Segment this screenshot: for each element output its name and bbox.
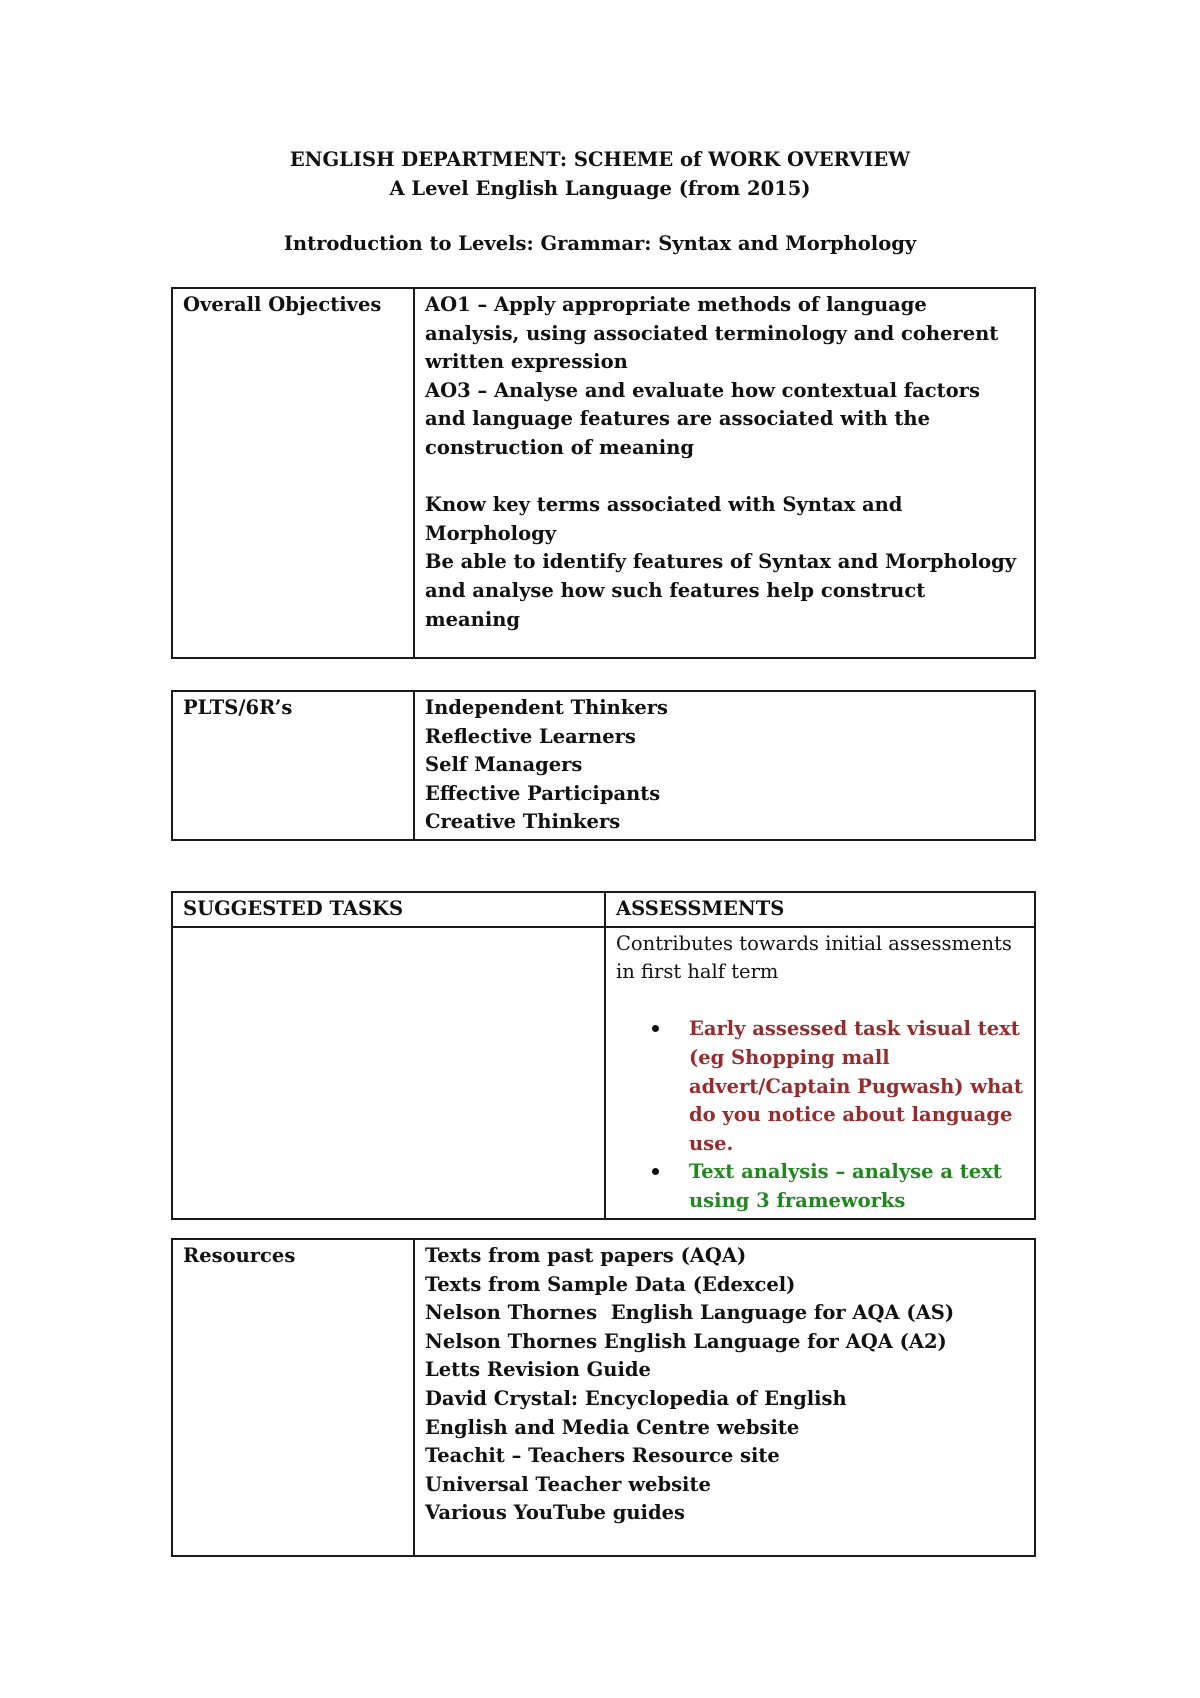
resources-label: Resources — [172, 1239, 414, 1556]
assessment-item-text-analysis — [616, 1158, 1024, 1215]
objective-know-terms: Know key terms associated with Syntax and Morphology — [425, 493, 903, 545]
objectives-label: Overall Objectives — [172, 288, 414, 658]
bullet-icon — [652, 1025, 659, 1032]
suggested-tasks-header: SUGGESTED TASKS — [172, 892, 605, 927]
resource-item: Nelson Thornes English Language for AQA (A2) — [425, 1329, 947, 1353]
plts-item: Reflective Learners — [425, 724, 636, 748]
suggested-tasks-cell — [172, 927, 605, 1219]
objectives-content — [414, 288, 1035, 658]
plts-item: Independent Thinkers — [425, 696, 669, 719]
resource-item: Nelson Thornes English Language for AQA (AS) — [425, 1301, 955, 1325]
spacer — [616, 987, 1024, 1016]
resources-table — [171, 1238, 1036, 1557]
plts-item: Creative Thinkers — [425, 810, 621, 834]
assessment-item-visual-text — [616, 1015, 1024, 1158]
assessments-header: ASSESSMENTS — [605, 892, 1035, 927]
resource-item: Various YouTube guides — [425, 1501, 685, 1525]
plts-content — [414, 691, 1035, 840]
document-subtitle: A Level English Language (from 2015) — [389, 177, 811, 200]
plts-item: Effective Participants — [425, 781, 661, 805]
plts-item: Self Managers — [425, 753, 583, 777]
resource-item: Teachit – Teachers Resource site — [425, 1444, 780, 1468]
objective-identify-features: Be able to identify features of Syntax and Morphology and analyse how such features help construct meaning — [425, 550, 1017, 631]
resource-item: Texts from Sample Data (Edexcel) — [425, 1272, 796, 1296]
assessments-cell — [605, 927, 1035, 1219]
resource-item: Universal Teacher website — [425, 1472, 711, 1496]
resources-content — [414, 1239, 1035, 1556]
objective-ao3: AO3 – Analyse and evaluate how contextual factors and language features are associated with the construction of meaning — [425, 378, 980, 459]
plts-table — [171, 690, 1036, 841]
resource-item: Texts from past papers (AQA) — [425, 1244, 747, 1267]
bullet-icon — [652, 1168, 659, 1175]
objectives-table — [171, 287, 1036, 659]
assessments-intro: Contributes towards initial assessments in first half term — [616, 931, 1012, 984]
resource-item: David Crystal: Encyclopedia of English — [425, 1386, 847, 1410]
unit-title: Introduction to Levels: Grammar: Syntax and Morphology — [283, 232, 917, 255]
assessment-list — [616, 1015, 1024, 1215]
objective-ao1: AO1 – Apply appropriate methods of language analysis, using associated terminology and coherent written expression — [425, 293, 999, 374]
resource-item: Letts Revision Guide — [425, 1358, 651, 1382]
assessment-item-text: Text analysis – analyse a text using 3 frameworks — [689, 1160, 1002, 1212]
spacer — [425, 463, 1024, 492]
document-title: ENGLISH DEPARTMENT: SCHEME of WORK OVERVIEW — [289, 148, 911, 171]
plts-label: PLTS/6R’s — [172, 691, 414, 840]
assessment-item-text: Early assessed task visual text (eg Shopping mall advert/Captain Pugwash) what do you notice about language use. — [689, 1017, 1023, 1155]
resource-item: English and Media Centre website — [425, 1415, 800, 1439]
tasks-assessments-table — [171, 891, 1036, 1220]
